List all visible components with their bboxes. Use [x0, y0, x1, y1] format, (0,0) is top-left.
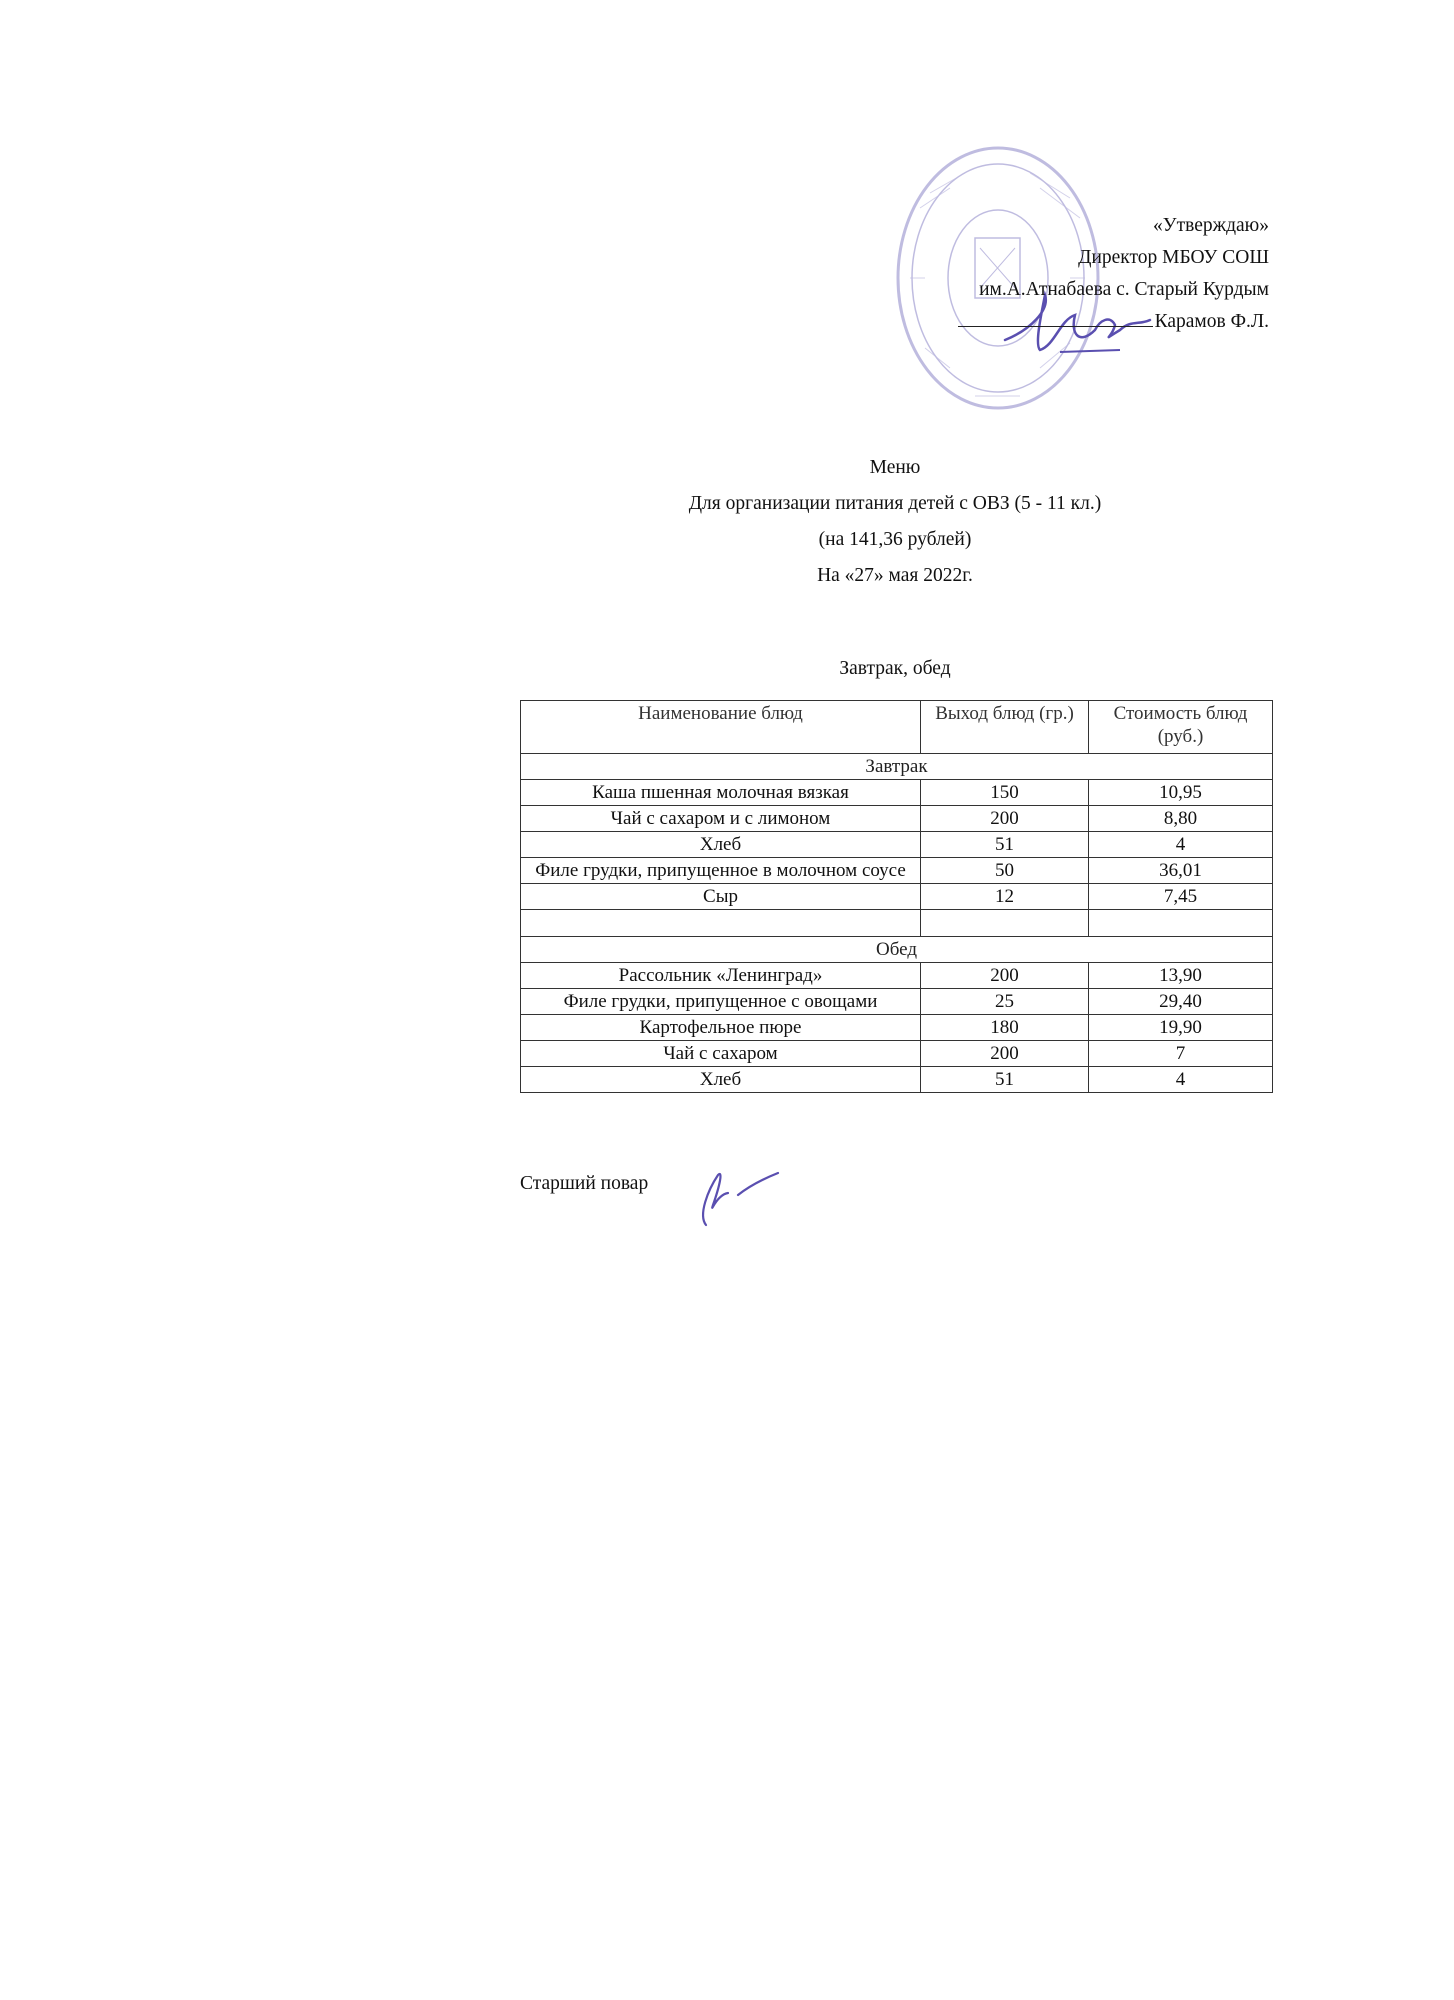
approval-name: Карамов Ф.Л. [1154, 311, 1269, 332]
table-row [521, 806, 1273, 832]
dish-weight: 25 [921, 989, 1089, 1015]
approval-block [958, 210, 1269, 338]
table-header-row [521, 701, 1273, 754]
dish-weight: 200 [921, 806, 1089, 832]
table-row [521, 989, 1273, 1015]
header-weight: Выход блюд (гр.) [921, 701, 1089, 754]
table-row [521, 1041, 1273, 1067]
dish-cost: 36,01 [1089, 858, 1273, 884]
empty-cell [1089, 910, 1273, 937]
dish-cost: 7 [1089, 1041, 1273, 1067]
menu-price: (на 141,36 рублей) [818, 529, 972, 550]
menu-table [520, 700, 1273, 1093]
header-cost: Стоимость блюд (руб.) [1089, 701, 1273, 754]
menu-title: Меню [869, 457, 921, 478]
dish-weight: 150 [921, 780, 1089, 806]
dish-name: Хлеб [521, 1067, 921, 1093]
section-title: Завтрак [521, 754, 1273, 780]
dish-name: Каша пшенная молочная вязкая [521, 780, 921, 806]
senior-cook-label: Старший повар [520, 1173, 649, 1194]
approval-organization: им.А.Атнабаева с. Старый Курдым [979, 279, 1269, 300]
dish-cost: 4 [1089, 1067, 1273, 1093]
dish-name: Филе грудки, припущенное с овощами [521, 989, 921, 1015]
menu-subtitle: Для организации питания детей с ОВЗ (5 - 11 кл.) [688, 493, 1102, 514]
dish-cost: 13,90 [1089, 963, 1273, 989]
table-row [521, 832, 1273, 858]
dish-cost: 19,90 [1089, 1015, 1273, 1041]
dish-name: Сыр [521, 884, 921, 910]
dish-name: Рассольник «Ленинград» [521, 963, 921, 989]
approval-signature-line [958, 306, 1269, 338]
table-row [521, 1067, 1273, 1093]
menu-heading [520, 450, 1270, 594]
table-row [521, 1015, 1273, 1041]
approval-title: «Утверждаю» [1153, 215, 1269, 236]
cook-signature [688, 1165, 788, 1230]
dish-weight: 12 [921, 884, 1089, 910]
dish-weight: 51 [921, 1067, 1089, 1093]
table-row-empty [521, 910, 1273, 937]
empty-cell [521, 910, 921, 937]
table-row [521, 858, 1273, 884]
meal-caption: Завтрак, обед [839, 658, 951, 679]
dish-name: Чай с сахаром и с лимоном [521, 806, 921, 832]
table-row [521, 884, 1273, 910]
dish-cost: 8,80 [1089, 806, 1273, 832]
section-row-breakfast [521, 754, 1273, 780]
approval-position: Директор МБОУ СОШ [1078, 247, 1269, 268]
dish-cost: 4 [1089, 832, 1273, 858]
table-row [521, 780, 1273, 806]
section-row-lunch [521, 937, 1273, 963]
dish-weight: 51 [921, 832, 1089, 858]
dish-cost: 10,95 [1089, 780, 1273, 806]
header-dish-name: Наименование блюд [521, 701, 921, 754]
dish-name: Хлеб [521, 832, 921, 858]
dish-name: Картофельное пюре [521, 1015, 921, 1041]
signature-blank [958, 306, 1153, 327]
section-title: Обед [521, 937, 1273, 963]
dish-weight: 50 [921, 858, 1089, 884]
dish-weight: 200 [921, 1041, 1089, 1067]
empty-cell [921, 910, 1089, 937]
dish-name: Чай с сахаром [521, 1041, 921, 1067]
dish-weight: 180 [921, 1015, 1089, 1041]
table-row [521, 963, 1273, 989]
menu-date: На «27» мая 2022г. [817, 565, 973, 586]
dish-weight: 200 [921, 963, 1089, 989]
dish-name: Филе грудки, припущенное в молочном соусе [521, 858, 921, 884]
dish-cost: 7,45 [1089, 884, 1273, 910]
dish-cost: 29,40 [1089, 989, 1273, 1015]
